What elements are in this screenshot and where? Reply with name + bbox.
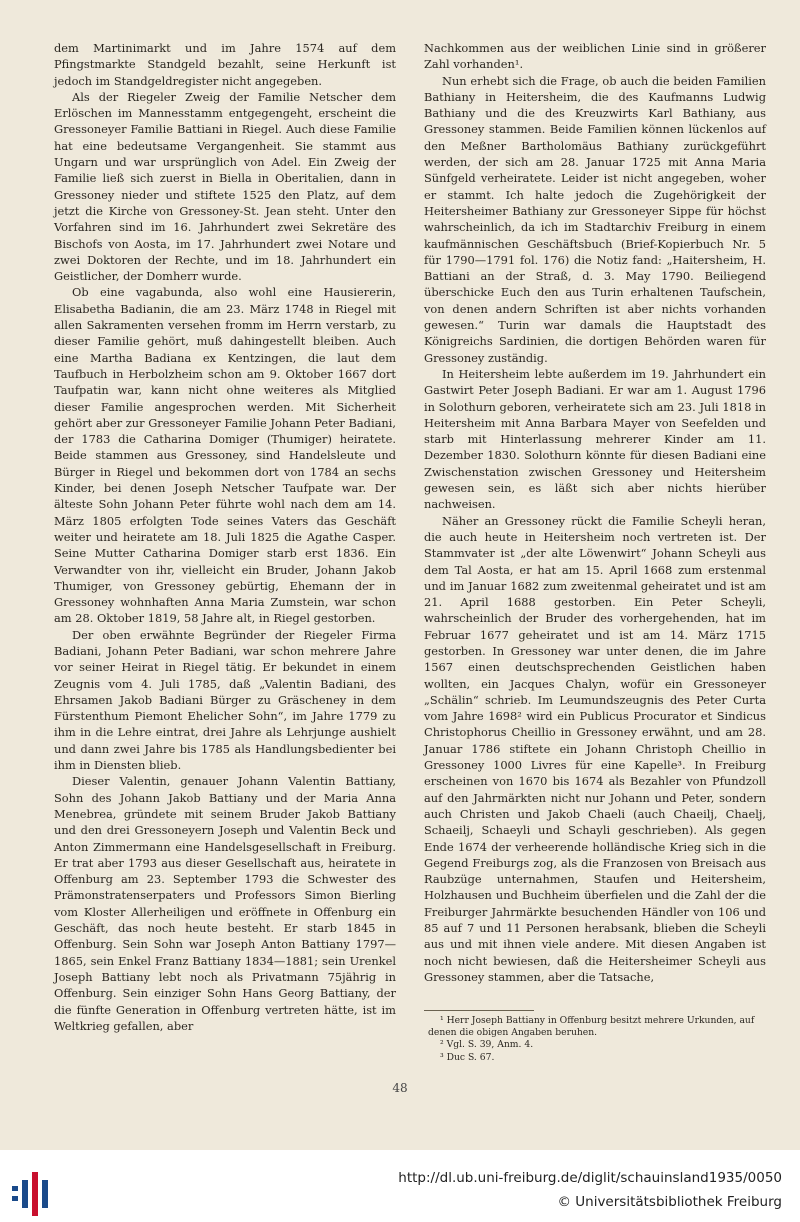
- paragraph: dem Martinimarkt und im Jahre 1574 auf dem Pfingstmarkte Standgeld bezahlt, seine Herkunft ist jedoch im Standgeldregister nicht angegeben.: [54, 41, 396, 88]
- footnote-divider: [424, 1010, 534, 1011]
- paragraph: In Heitersheim lebte außerdem im 19. Jahrhundert ein Gastwirt Peter Joseph Badiani. Er war am 1. August 1796 in Solothurn geboren, verheiratete sich am 23. Juli 1818 in Heitersheim mit Anna Barbara Mayer von Seefelden und starb mit Hinterlassung mehrerer Kinder am 11. Dezember 1830. Solothurn könnte für diesen Badiani eine Zwischenstation zwischen Gressoney und Heitersheim gewesen sein, es läßt sich aber nichts hierüber nachweisen.: [424, 366, 766, 512]
- footnotes: [428, 1015, 768, 1064]
- right-column: [424, 40, 766, 985]
- footnote: ³ Duc S. 67.: [440, 1051, 495, 1063]
- footnote: ¹ Herr Joseph Battiany in Offenburg besitzt mehrere Urkunden, auf denen die obigen Angaben beruhen.: [428, 1015, 755, 1039]
- paragraph: Nachkommen aus der weiblichen Linie sind in größerer Zahl vorhanden¹.: [424, 41, 766, 72]
- page-number: 48: [392, 1081, 408, 1095]
- paragraph: Näher an Gressoney rückt die Familie Scheyli heran, die auch heute in Heitersheim noch vertreten ist. Der Stammvater ist „der alte Löwenwirt“ Johann Scheyli aus dem Tal Aosta, er hat am 15. April 1668 zum erstenmal und im Januar 1682 zum zweitenmal geheiratet und ist am 21. April 1688 gestorben. Ein Peter Scheyli, wahrscheinlich der Bruder des vorhergehenden, hat im Februar 1677 geheiratet und ist am 14. März 1715 gestorben. In Gressoney war unter denen, die im Jahre 1567 einen deutschsprechenden Geistlichen haben wollten, ein Jacques Chalyn, wofür ein Gressoneyer „Schälin“ schrieb. Im Leumundszeugnis des Peter Curta vom Jahre 1698² wird ein Publicus Procurator et Sindicus Christophorus Cheillio in Gressoney erwähnt, und am 28. Januar 1786 stiftete ein Johann Christoph Cheillio in Gressoney 1000 Livres für eine Kapelle³. In Freiburg erscheinen von 1670 bis 1674 als Bezahler von Pfundzoll auf den Jahrmärkten nicht nur Johann und Peter, sondern auch Christen und Jakob Chaeli (auch Chaeilj, Chaelj, Schaeilj, Schaeyli und Schayli geschrieben). Als gegen Ende 1674 der verheerende holländische Krieg sich in die Gegend Freiburgs zog, als die Franzosen von Breisach aus Raubzüge unternahmen, Staufen und Heitersheim, Holzhausen und Buchheim überfielen und die Zahl der die Freiburger Jahrmärkte besuchenden Händler von 106 und 85 auf 7 und 11 Personen herabsank, blieben die Scheyli aus und mit ihnen viele andere. Mit diesen Angaben ist noch nicht bewiesen, daß die Heitersheimer Scheyli aus Gressoney stammen, aber die Tatsache,: [424, 513, 766, 984]
- footnote: ² Vgl. S. 39, Anm. 4.: [440, 1039, 534, 1051]
- library-logo-icon: [10, 1172, 52, 1216]
- paragraph: Dieser Valentin, genauer Johann Valentin Battiany, Sohn des Johann Jakob Battiany und der Maria Anna Menebrea, gründete mit seinem Bruder Jakob Battiany und den drei Gressoneyern Joseph und Valentin Beck und Anton Zimmermann eine Handelsgesellschaft in Freiburg. Er trat aber 1793 aus dieser Gesellschaft aus, heiratete in Offenburg am 23. September 1793 die Schwester des Prämonstratenserpaters und Professors Simon Bierling vom Kloster Allerheiligen und eröffnete in Offenburg ein Geschäft, das noch heute besteht. Er starb 1845 in Offenburg. Sein Sohn war Joseph Anton Battiany 1797—1865, sein Enkel Franz Battiany 1834—1881; sein Urenkel Joseph Battiany lebt noch als Privatmann 75jährig in Offenburg. Sein einziger Sohn Hans Georg Battiany, der die fünfte Generation in Offenburg vertreten hätte, ist im Weltkrieg gefallen, aber: [54, 774, 396, 1033]
- paragraph: Ob eine vagabunda, also wohl eine Hausiererin, Elisabetha Badianin, die am 23. März 1748 in Riegel mit allen Sakramenten versehen fromm im Herrn verstarb, zu dieser Familie gehört, muß dahingestellt bleiben. Auch eine Martha Badiana ex Kentzingen, die laut dem Taufbuch in Herbolzheim schon am 9. Oktober 1667 dort Taufpatin war, kann nicht ohne weiteres als Mitglied dieser Familie angesprochen werden. Mit Sicherheit gehört aber zur Gressoneyer Familie Johann Peter Badiani, der 1783 die Catharina Domiger (Thumiger) heiratete. Beide stammen aus Gressoney, sind Handelsleute und Bürger in Riegel und bekommen dort von 1784 an sechs Kinder, bei denen Joseph Netscher Taufpate war. Der älteste Sohn Johann Peter führte wohl nach dem am 14. März 1805 erfolgten Tode seines Vaters das Geschäft weiter und heiratete am 18. Juli 1825 die Agathe Casper. Seine Mutter Catharina Domiger starb erst 1836. Ein Verwandter von ihr, vielleicht ein Bruder, Johann Jakob Thumiger, von Gressoney gebürtig, Ehemann der in Gressoney wohnhaften Anna Maria Zumstein, war schon am 28. Oktober 1819, 58 Jahre alt, in Riegel gestorben.: [54, 285, 396, 626]
- paragraph: Der oben erwähnte Begründer der Riegeler Firma Badiani, Johann Peter Badiani, war schon mehrere Jahre vor seiner Heirat in Riegel tätig. Er bekundet in einem Zeugnis vom 4. Juli 1785, daß „Valentin Badiani, des Ehrsamen Jakob Badiani Bürger zu Gräscheney in dem Fürstenthum Piemont Ehelicher Sohn“, im Jahre 1779 zu ihm in die Lehre eintrat, drei Jahre als Lehrjunge aushielt und dann zwei Jahre bis 1785 als Handlungsbedienter bei ihm in Diensten blieb.: [54, 627, 396, 773]
- footer: [0, 1150, 800, 1222]
- copyright-text: © Universitätsbibliothek Freiburg: [557, 1194, 782, 1210]
- left-column: [54, 40, 396, 1034]
- paragraph: Als der Riegeler Zweig der Familie Netscher dem Erlöschen im Mannesstamm entgegengeht, erscheint die Gressoneyer Familie Battiani in Riegel. Auch diese Familie hat eine bedeutsame Vergangenheit. Sie stammt aus Ungarn und war ursprünglich von Adel. Ein Zweig der Familie ließ sich zuerst in Biella in Oberitalien, dann in Gressoney nieder und stiftete 1525 den Platz, auf dem jetzt die Kirche von Gressoney-St. Jean steht. Unter den Vorfahren sind im 16. Jahrhundert zwei Sekretäre des Bischofs von Aosta, im 17. Jahrhundert zwei Notare und zwei Doktoren der Rechte, und im 18. Jahrhundert ein Geistlicher, der Domherr wurde.: [54, 89, 396, 284]
- source-url-link[interactable]: http://dl.ub.uni-freiburg.de/diglit/schauinsland1935/0050: [398, 1170, 782, 1186]
- paragraph: Nun erhebt sich die Frage, ob auch die beiden Familien Bathiany in Heitersheim, die des Kaufmanns Ludwig Bathiany und die des Kreuzwirts Karl Bathiany, aus Gressoney stammen. Beide Familien können lückenlos auf den Meßner Bartholomäus Bathiany zurückgeführt werden, der sich am 28. Januar 1725 mit Anna Maria Sünfgeld verheiratete. Leider ist nicht angegeben, woher er stammt. Ich halte jedoch die Zugehörigkeit der Heitersheimer Bathiany zur Gressoneyer Sippe für höchst wahrscheinlich, da ich im Stadtarchiv Freiburg in einem kaufmännischen Geschäftsbuch (Brief-Kopierbuch Nr. 5 für 1790—1791 fol. 176) die Notiz fand: „Haitersheim, H. Battiani an der Straß, d. 3. May 1790. Beiliegend überschicke Euch den aus Turin erhaltenen Taufschein, von denen andern Schriften ist aber nichts vorhanden gewesen.“ Turin war damals die Hauptstadt des Königreichs Sardinien, die dortigen Behörden waren für Gressoney zuständig.: [424, 73, 766, 365]
